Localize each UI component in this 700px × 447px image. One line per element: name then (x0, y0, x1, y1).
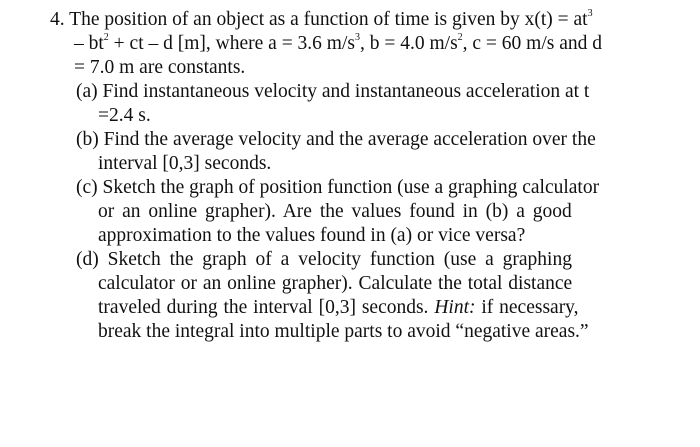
stem-text: + ct – d [m], where a = 3.6 m/s (108, 33, 355, 54)
part-c-text: approximation to the values found in (a) or vice versa? (98, 225, 526, 246)
stem-text: , b = 4.0 m/s (359, 33, 458, 54)
exponent: 2 (457, 32, 463, 43)
hint-label: Hint: (434, 297, 476, 318)
part-d-line-4 (98, 320, 589, 344)
part-a-text: Find instantaneous velocity and instantaneous acceleration at t (102, 81, 590, 102)
part-a-line-2 (98, 104, 151, 128)
part-d-text: if necessary, (481, 297, 579, 318)
stem-text: = 7.0 m are constants. (74, 57, 246, 78)
part-b-line-2 (98, 152, 271, 176)
part-d-text: traveled during the interval [0,3] seconds. (98, 297, 429, 318)
stem-text: , c = 60 m/s and d (462, 33, 603, 54)
part-c-label: (c) (76, 177, 98, 198)
problem-stem-line-1 (50, 8, 593, 32)
part-b-text: Find the average velocity and the average acceleration over the (103, 129, 596, 150)
part-d-line-3 (98, 296, 579, 320)
part-c-text: Sketch the graph of position function (use a graphing calculator (102, 177, 600, 198)
part-d-text: break the integral into multiple parts to avoid “negative areas.” (98, 321, 589, 342)
problem-number: 4. (50, 9, 65, 30)
part-c-line-3 (98, 224, 525, 248)
part-b-line-1 (76, 128, 596, 152)
part-a-line-1 (76, 80, 650, 104)
part-a-label: (a) (76, 81, 98, 102)
part-d-line-2 (98, 272, 572, 296)
part-c-line-1 (76, 176, 599, 200)
problem-stem-line-3 (74, 56, 245, 80)
part-b-label: (b) (76, 129, 99, 150)
part-b-text: interval [0,3] seconds. (98, 153, 272, 174)
stem-text: – bt (74, 33, 104, 54)
part-c-text: or an online grapher). Are the values found in (b) a good (98, 201, 572, 222)
part-a-text: =2.4 s. (98, 105, 151, 126)
part-d-text: calculator or an online grapher). Calculate the total distance (98, 273, 573, 294)
part-d-text: Sketch the graph of a velocity function (use a graphing (107, 249, 572, 270)
part-d-label: (d) (76, 249, 99, 270)
part-d-line-1 (76, 248, 572, 272)
exponent: 2 (103, 32, 109, 43)
exponent: 3 (587, 8, 593, 19)
stem-text: The position of an object as a function of time is given by x(t) = at (69, 9, 588, 30)
part-c-line-2 (98, 200, 572, 224)
exponent: 3 (354, 32, 360, 43)
problem-stem-line-2 (74, 32, 602, 56)
